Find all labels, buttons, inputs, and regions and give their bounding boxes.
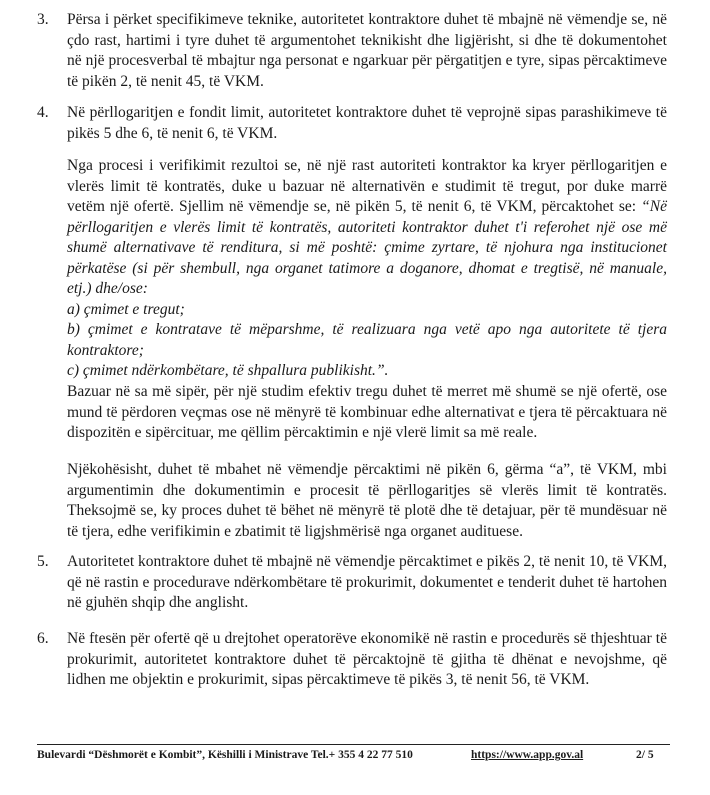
footer-website-link[interactable]: https://www.app.gov.al: [471, 749, 584, 761]
item-text: Përsa i përket specifikimeve teknike, autoritetet kontraktore duhet të mbajnë në vëmendje se, në çdo rast, hartimi i tyre duhet të argumentohet teknikisht dhe ligjërisht, si dhe të dokumentohet në një procesverbal të mbajtur nga personat e ngarkuar për përgatitjen e tyre, sipas përcaktimeve të pikën 2, të nenit 45, të VKM.: [67, 11, 667, 90]
footer-divider: [37, 744, 670, 745]
simultaneously-paragraph: Njëkohësisht, duhet të mbahet në vëmendje përcaktimi në pikën 6, gërma “a”, të VKM, mbi argumentimin dhe dokumentimin e procesit të përllogaritjes së vlerës limit të kontratës. Theksojmë se, ky proces duhet të bëhet në mënyrë të plotë dhe të detajuar, për të mundësuar në të tjera, edhe verifikimin e zbatimit të ligjshmërisë nga organet audituese.: [67, 461, 667, 540]
item-text: Në përllogaritjen e fondit limit, autoritetet kontraktore duhet të veprojnë sipas parashikimeve të pikës 5 dhe 6, të nenit 6, të VKM.: [67, 104, 667, 142]
option-a: a) çmimet e tregut;: [67, 300, 185, 318]
option-b: b) çmimet e kontratave të mëparshme, të realizuara nga vetë apo nga autoritete të tjera kontraktore;: [67, 321, 667, 359]
verification-quote: Në përllogaritjen e vlerës limit të kontratës, autoriteti kontraktor duhet t'i referohet një ose më shumë alternativave të renditura, si më poshtë: çmime zyrtare, të njohura nga institucionet përkatëse (si për shembull, nga organet tatimore a doganore, dhomat e tregtisë, në manuale, etj.) dhe/ose:: [67, 198, 667, 297]
verification-paragraph: [67, 156, 667, 382]
item-number: 4.: [37, 104, 49, 121]
item-text: Autoritetet kontraktore duhet të mbajnë në vëmendje përcaktimet e pikës 2, të nenit 10, të VKM, që në rastin e procedurave ndërkombëtare të prokurimit, dokumentet e tenderit duhet të hartohen në gjuhën shqip dhe anglisht.: [67, 553, 667, 611]
verification-intro: Nga procesi i verifikimit rezultoi se, në një rast autoriteti kontraktor ka kryer përllogaritjen e vlerës limit të kontratës, duke u bazuar në alternativën e studimit të tregut, por duke marrë vetëm një ofertë. Sjellim në vëmendje se, në pikën 5, të nenit 6, të VKM, përcaktohet se:: [67, 157, 667, 215]
item-text: Në ftesën për ofertë që u drejtohet operatorëve ekonomikë në rastin e procedurës së thjeshtuar të prokurimit, autoritetet kontraktore duhet të përcaktojnë të gjitha të dhënat e nevojshme, që lidhen me objektin e prokurimit, sipas përcaktimeve të pikës 3, të nenit 56, të VKM.: [67, 630, 667, 688]
quote-close-mark: ”.: [375, 362, 389, 379]
item-number: 3.: [37, 11, 49, 28]
quote-open-mark: “: [641, 198, 650, 215]
footer-address: Bulevardi “Dëshmorët e Kombit”, Këshilli i Ministrave Tel.+ 355 4 22 77 510: [37, 749, 413, 761]
market-study-paragraph: Bazuar në sa më sipër, për një studim efektiv tregu duhet të merret më shumë se një ofertë, ose mund të përdoren veçmas ose në mënyrë të kombinuar edhe alternativat e tjera të përcaktuara në dispozitën e sipërcituar, me qëllim përcaktimin e një vlerë limit sa më reale.: [67, 383, 667, 441]
option-c: c) çmimet ndërkombëtare, të shpallura publikisht.: [67, 362, 376, 379]
item-number: 6.: [37, 630, 49, 647]
item-number: 5.: [37, 553, 49, 570]
page-number: 2/ 5: [636, 749, 654, 761]
